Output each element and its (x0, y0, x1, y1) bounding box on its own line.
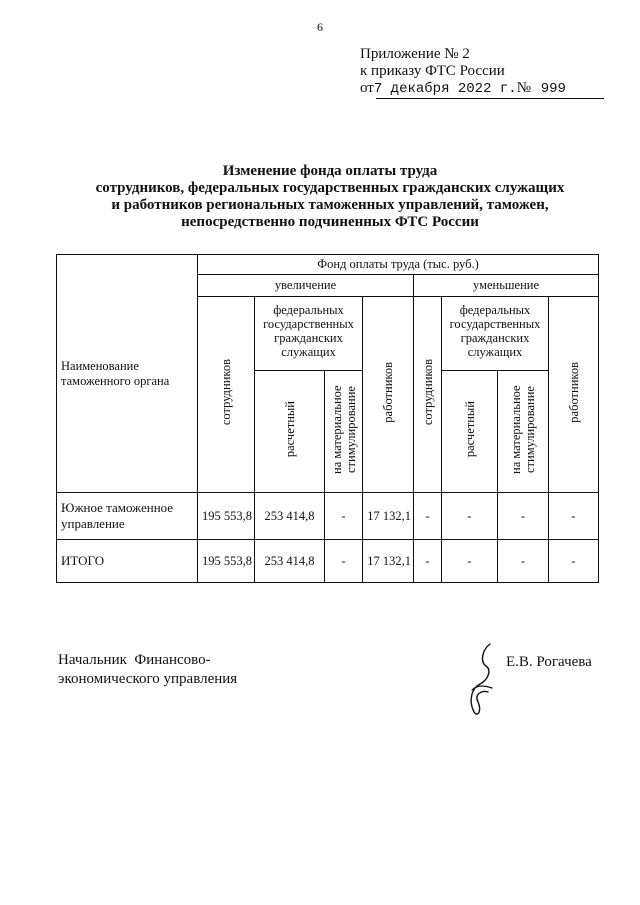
appendix-date-line (360, 80, 566, 98)
document-title (60, 163, 600, 231)
header-org-name: Наименование таможенного органа (57, 255, 198, 493)
appendix-block (360, 46, 566, 98)
cell-dec-incentive: - (498, 493, 549, 540)
appendix-date: 7 декабря 2022 г. (373, 81, 517, 97)
cell-inc-incentive: - (325, 540, 363, 583)
cell-inc-calc: 253 414,8 (255, 540, 325, 583)
title-line-2: сотрудников, федеральных государственных гражданских служащих (95, 180, 565, 196)
cell-dec-employees: - (414, 540, 442, 583)
row-name: Южное таможенное управление (57, 493, 198, 540)
header-increase: увеличение (198, 275, 414, 297)
signatory-name: Е.В. Рогачева (506, 654, 592, 670)
signatory-position (58, 651, 237, 689)
cell-inc-employees: 195 553,8 (198, 493, 255, 540)
title-line-4: непосредственно подчиненных ФТС России (181, 214, 479, 230)
header-fund: Фонд оплаты труда (тыс. руб.) (198, 255, 599, 275)
cell-dec-workers: - (549, 493, 599, 540)
cell-inc-employees: 195 553,8 (198, 540, 255, 583)
payroll-table (56, 254, 599, 583)
cell-dec-incentive: - (498, 540, 549, 583)
appendix-order-ref: к приказу ФТС России (360, 63, 505, 79)
cell-inc-workers: 17 132,1 (363, 493, 414, 540)
cell-inc-incentive: - (325, 493, 363, 540)
row-name: ИТОГО (57, 540, 198, 583)
table-row (57, 540, 599, 583)
header-inc-incentive: на материальное стимулирование (325, 371, 363, 493)
appendix-number-label: № (516, 80, 531, 96)
appendix-date-prefix: от (360, 80, 374, 96)
header-decrease: уменьшение (414, 275, 599, 297)
cell-dec-calc: - (442, 493, 498, 540)
header-inc-civil-servants: федеральных государственных гражданских служащих (255, 297, 363, 371)
title-line-1: Изменение фонда оплаты труда (222, 163, 438, 179)
table-row (57, 493, 599, 540)
cell-dec-workers: - (549, 540, 599, 583)
page-number: 6 (317, 20, 323, 34)
signatory-position-line-2: экономического управления (58, 671, 238, 687)
header-inc-employees: сотрудников (198, 297, 255, 493)
cell-dec-calc: - (442, 540, 498, 583)
cell-dec-employees: - (414, 493, 442, 540)
date-underline (376, 98, 604, 99)
appendix-title: Приложение № 2 (360, 46, 470, 62)
header-dec-civil-servants: федеральных государственных гражданских служащих (442, 297, 549, 371)
header-dec-workers: работников (549, 297, 599, 493)
header-dec-calculated: расчетный (442, 371, 498, 493)
header-dec-incentive: на материальное стимулирование (498, 371, 549, 493)
cell-inc-workers: 17 132,1 (363, 540, 414, 583)
cell-inc-calc: 253 414,8 (255, 493, 325, 540)
signatory-position-line-1: Начальник Финансово- (58, 652, 211, 668)
handwritten-signature (452, 640, 512, 720)
title-line-3: и работников региональных таможенных управлений, таможен, (111, 197, 549, 213)
header-dec-employees: сотрудников (414, 297, 442, 493)
header-inc-workers: работников (363, 297, 414, 493)
appendix-number: 999 (540, 81, 566, 97)
header-inc-calculated: расчетный (255, 371, 325, 493)
